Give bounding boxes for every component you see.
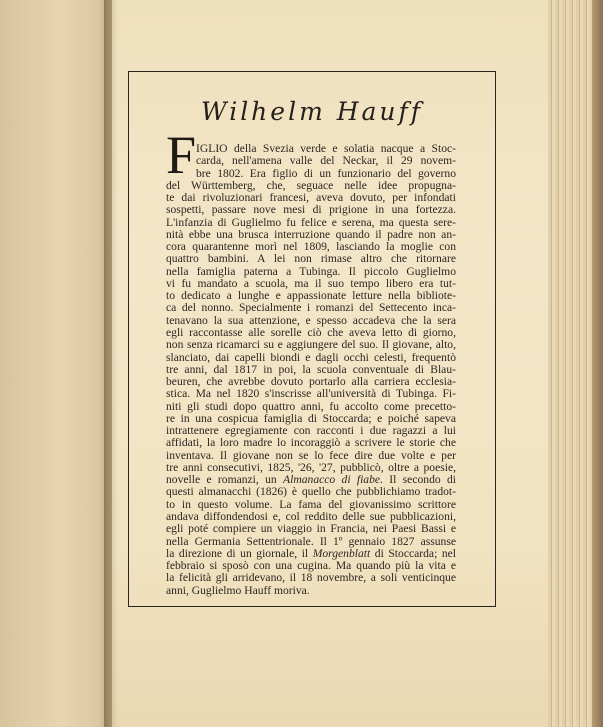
italic-title: Morgenblatt <box>312 546 371 560</box>
text-line: egli raccontasse alle sorelle ciò che aveva letto di giorno, <box>166 325 456 339</box>
page-title: Wilhelm Hauff <box>200 97 424 126</box>
text-line: febbraio si sposò con una cugina. Ma quando più la vita e <box>166 559 456 573</box>
text-line: bre 1802. Era figlio di un funzionario del governo <box>196 166 456 180</box>
text-line: nella famiglia paterna a Tubinga. Il piccolo Guglielmo <box>166 264 456 278</box>
text-line: egli poté compiere un viaggio in Francia, nei Paesi Bassi e <box>166 522 456 536</box>
text-line: sospetti, passare nove mesi di prigione in una fortezza. <box>166 203 456 217</box>
text-line: beuren, che avrebbe dovuto portarlo alla carriera ecclesia- <box>166 375 456 389</box>
text-line: vi fu mandato a scuola, ma il suo tempo libero era tut- <box>166 276 456 290</box>
text-line: niti gli studi dopo quattro anni, fu accolto come precetto- <box>166 399 456 413</box>
text-line: tenavano la sua attenzione, e spesso accadeva che la sera <box>166 313 456 327</box>
text-line: non senza ricamarci su e aggiungere del suo. Il giovane, alto, <box>166 338 456 352</box>
text-line: re in una cospicua famiglia di Stoccarda; e poiché sapeva <box>166 411 456 425</box>
book-gutter <box>104 0 118 727</box>
text-line: cora quarantenne morì nel 1809, lasciando la moglie con <box>166 240 456 254</box>
text-line: andava diffondendosi e, col reddito delle sue pubblicazioni, <box>166 509 456 523</box>
text-line: quattro bambini. A lei non rimase altro che ritornare <box>166 252 456 266</box>
text-segment: la direzione di un giornale, il <box>166 546 313 560</box>
text-line: IGLIO della Svezia verde e solatia nacque a Stoc- <box>196 142 456 155</box>
text-line: del Württemberg, che, seguace nelle idee propugna- <box>166 178 456 192</box>
text-line: to dedicato a lunghe e appassionate letture nella bibliote- <box>166 289 456 303</box>
text-segment: di Stoccarda; nel <box>370 546 456 560</box>
text-line: nità ebbe una brusca interruzione quando il padre non an- <box>166 227 456 241</box>
text-line: questi almanacchi (1826) è quello che pubblichiamo tradot- <box>166 485 456 499</box>
text-line: tre anni consecutivi, 1825, '26, '27, pubblicò, oltre a poesie, <box>166 460 456 474</box>
text-line: stica. Ma nel 1820 s'inscrisse all'università di Tubinga. Fi- <box>166 387 456 401</box>
text-line: intrattenere egregiamente con racconti i due ragazzi a lui <box>166 424 456 438</box>
italic-title: Almanacco di fiabe <box>283 473 381 487</box>
drop-cap: F <box>166 125 197 185</box>
text-line: la felicità gli arridevano, il 18 novembre, a soli venticinque <box>166 571 456 585</box>
left-page <box>0 0 112 727</box>
text-line: slanciato, dai capelli biondi e dagli occhi celesti, frequentò <box>166 350 456 364</box>
text-segment: novelle e romanzi, un <box>166 473 284 487</box>
biography-text <box>166 143 456 597</box>
text-line: to in questo volume. La fama del giovanissimo scrittore <box>166 497 456 511</box>
text-line: nella Germania Settentrionale. Il 1º gennaio 1827 assunse <box>166 534 456 548</box>
text-line: affidati, la loro madre lo incoraggiò a scrivere le storie che <box>166 436 456 450</box>
binding-edge <box>592 0 603 727</box>
text-line: anni, Guglielmo Hauff moriva. <box>166 583 310 597</box>
text-line: ca del nonno. Specialmente i romanzi del Settecento inca- <box>166 301 456 315</box>
text-line: te dai rivoluzionari francesi, aveva dovuto, per infondati <box>166 191 456 205</box>
text-line: L'infanzia di Guglielmo fu felice e serena, ma questa sere- <box>166 215 456 229</box>
text-line: carda, nell'amena valle del Neckar, il 29 novem- <box>196 154 456 168</box>
text-segment: . Il secondo di <box>380 473 457 487</box>
text-line: tre anni, dal 1817 in poi, la scuola conventuale di Blau- <box>166 362 456 376</box>
text-line: inventava. Il giovane non se lo fece dire due volte e per <box>166 448 456 462</box>
